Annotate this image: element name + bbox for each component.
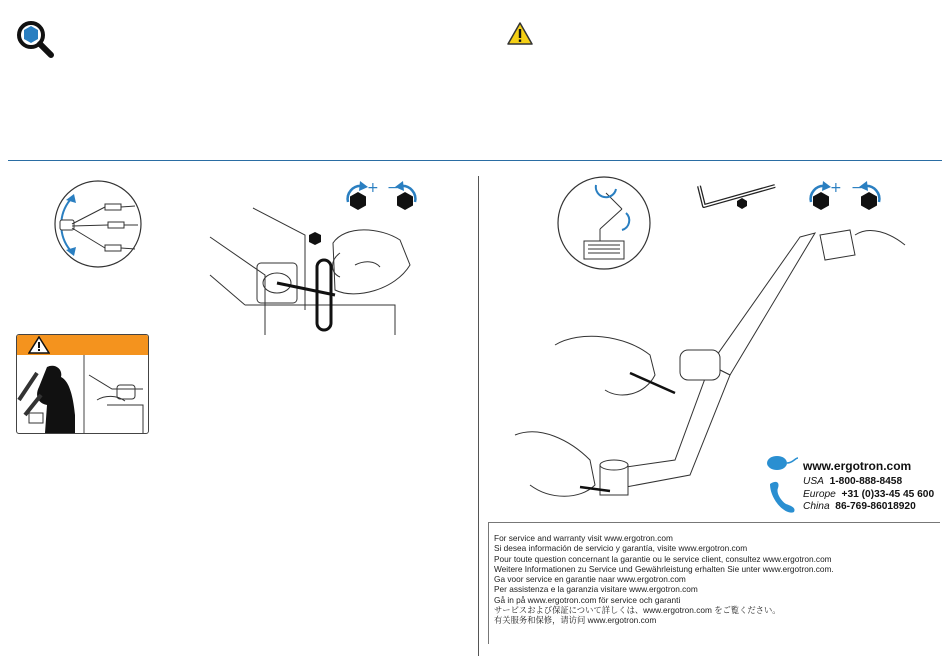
service-line-fr: Pour toute question concernant la garantie ou le service client, consultez www.ergotron.com (494, 553, 832, 564)
range-of-motion-illustration (50, 180, 150, 270)
service-line-sv: Gå in på www.ergotron.com för service och garanti (494, 594, 681, 605)
region-label: Europe (803, 488, 836, 500)
phone-number: 1-800-888-8458 (829, 476, 903, 487)
service-divider (488, 522, 940, 523)
service-line-de: Weitere Informationen zu Service und Gewährleistung erhalten Sie unter www.ergotron.com. (494, 563, 834, 574)
warning-box (16, 334, 149, 434)
phone-number: +31 (0)33-45 45 600 (841, 488, 935, 500)
region-label: USA (803, 476, 824, 487)
phone-usa (803, 476, 934, 489)
caution-triangle-icon (28, 336, 50, 354)
region-label: China (803, 501, 830, 513)
phone-icon (766, 478, 800, 514)
pinch-hazard-illustration (17, 355, 148, 433)
svg-text:−: − (851, 180, 863, 196)
computer-mouse-icon (765, 452, 799, 474)
hex-key-icon (695, 182, 780, 212)
column-divider (478, 176, 479, 656)
service-line-it: Per assistenza e la garanzia visitare www.ergotron.com (494, 584, 698, 595)
caution-triangle-icon (507, 21, 533, 46)
phone-number: 86-769-86018920 (835, 501, 916, 513)
service-line-nl: Ga voor service en garantie naar www.ergotron.com (494, 574, 686, 585)
warning-bar (17, 335, 148, 355)
website-link[interactable]: www.ergotron.com (803, 459, 912, 473)
svg-text:+: + (367, 180, 379, 196)
hex-key-adjustment-illustration (205, 205, 430, 340)
svg-text:+: + (830, 180, 842, 196)
service-warranty-text (494, 533, 944, 626)
service-line-ja: サービスおよび保証について詳しくは、www.ergotron.com をご覧ください。 (494, 605, 781, 616)
rotate-clockwise-plus-icon (803, 178, 843, 216)
contact-block (803, 459, 934, 514)
rotate-counterclockwise-minus-icon (847, 178, 887, 216)
service-line-es: Si desea información de servicio y garantía, visite www.ergotron.com (494, 543, 748, 554)
svg-text:−: − (387, 180, 399, 196)
phone-china (803, 501, 934, 514)
phone-europe (803, 489, 934, 502)
service-line-en: For service and warranty visit www.ergotron.com (494, 533, 673, 543)
magnifier-hex-icon (16, 21, 56, 59)
service-line-zh: 有关服务和保修，请访问 www.ergotron.com (494, 615, 657, 626)
section-divider (8, 160, 942, 161)
service-divider-vertical (488, 522, 489, 644)
